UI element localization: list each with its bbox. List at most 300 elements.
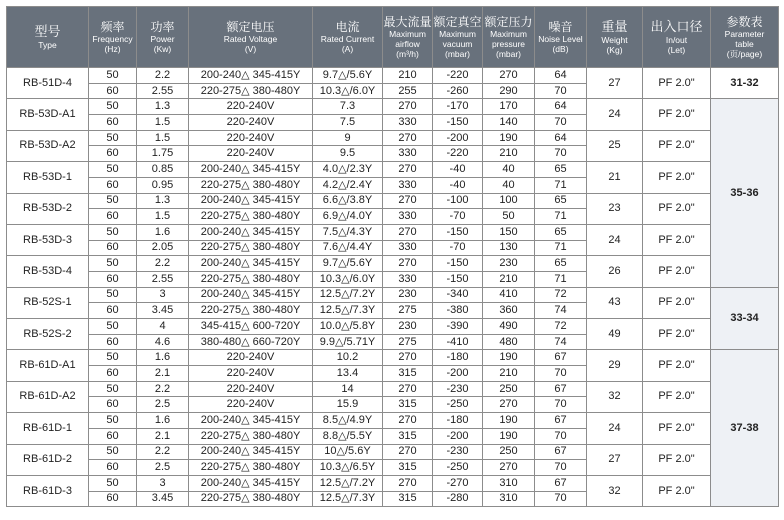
current-cell: 9.5	[313, 146, 383, 162]
model-type-cell: RB-61D-1	[7, 413, 89, 444]
voltage-cell: 220-275△ 380-480Y	[189, 460, 313, 476]
current-cell: 12.5△/7.2Y	[313, 475, 383, 491]
voltage-cell: 220-240V	[189, 350, 313, 366]
vacuum-cell: -150	[433, 115, 483, 131]
noise-cell: 72	[535, 287, 587, 303]
weight-cell: 49	[587, 319, 643, 350]
in-out-cell: PF 2.0"	[643, 475, 711, 506]
current-cell: 7.5△/4.3Y	[313, 224, 383, 240]
header-row	[7, 7, 779, 68]
current-cell: 9	[313, 130, 383, 146]
in-out-cell: PF 2.0"	[643, 256, 711, 287]
frequency-cell: 60	[89, 303, 137, 319]
pressure-cell: 310	[483, 491, 535, 507]
in-out-cell: PF 2.0"	[643, 193, 711, 224]
model-type-cell: RB-53D-2	[7, 193, 89, 224]
weight-cell: 29	[587, 350, 643, 381]
pressure-cell: 150	[483, 224, 535, 240]
voltage-cell: 220-240V	[189, 366, 313, 382]
power-cell: 1.75	[137, 146, 189, 162]
power-cell: 2.55	[137, 83, 189, 99]
airflow-cell: 330	[383, 177, 433, 193]
voltage-cell: 220-240V	[189, 381, 313, 397]
power-cell: 1.6	[137, 350, 189, 366]
model-type-cell: RB-53D-A1	[7, 99, 89, 130]
current-cell: 9.9△/5.71Y	[313, 334, 383, 350]
vacuum-cell: -270	[433, 475, 483, 491]
model-type-cell: RB-61D-3	[7, 475, 89, 506]
voltage-cell: 220-240V	[189, 115, 313, 131]
current-cell: 13.4	[313, 366, 383, 382]
parameter-page-cell: 31-32	[711, 68, 779, 99]
pressure-cell: 210	[483, 271, 535, 287]
header-type: 型号 Type	[7, 7, 89, 68]
header-max-airflow: 最大流量 Maximum airflow (m³/h)	[383, 7, 433, 68]
airflow-cell: 315	[383, 491, 433, 507]
vacuum-cell: -200	[433, 366, 483, 382]
power-cell: 2.1	[137, 428, 189, 444]
frequency-cell: 50	[89, 193, 137, 209]
noise-cell: 65	[535, 193, 587, 209]
noise-cell: 71	[535, 271, 587, 287]
current-cell: 10△/5.6Y	[313, 444, 383, 460]
table-row	[7, 68, 779, 84]
pressure-cell: 410	[483, 287, 535, 303]
vacuum-cell: -70	[433, 240, 483, 256]
voltage-cell: 200-240△ 345-415Y	[189, 68, 313, 84]
pressure-cell: 40	[483, 177, 535, 193]
vacuum-cell: -70	[433, 209, 483, 225]
pressure-cell: 210	[483, 146, 535, 162]
current-cell: 12.5△/7.3Y	[313, 303, 383, 319]
airflow-cell: 270	[383, 256, 433, 272]
in-out-cell: PF 2.0"	[643, 444, 711, 475]
voltage-cell: 220-240V	[189, 397, 313, 413]
table-row	[7, 162, 779, 178]
current-cell: 8.5△/4.9Y	[313, 413, 383, 429]
voltage-cell: 200-240△ 345-415Y	[189, 224, 313, 240]
frequency-cell: 60	[89, 397, 137, 413]
voltage-cell: 220-275△ 380-480Y	[189, 177, 313, 193]
airflow-cell: 270	[383, 224, 433, 240]
pressure-cell: 140	[483, 115, 535, 131]
power-cell: 3.45	[137, 303, 189, 319]
power-cell: 2.5	[137, 460, 189, 476]
noise-cell: 74	[535, 334, 587, 350]
frequency-cell: 50	[89, 224, 137, 240]
frequency-cell: 50	[89, 99, 137, 115]
noise-cell: 70	[535, 146, 587, 162]
voltage-cell: 200-240△ 345-415Y	[189, 193, 313, 209]
spec-table-body	[7, 68, 779, 507]
airflow-cell: 270	[383, 162, 433, 178]
power-cell: 2.5	[137, 397, 189, 413]
weight-cell: 24	[587, 99, 643, 130]
vacuum-cell: -260	[433, 83, 483, 99]
frequency-cell: 50	[89, 475, 137, 491]
vacuum-cell: -380	[433, 303, 483, 319]
airflow-cell: 270	[383, 99, 433, 115]
pressure-cell: 480	[483, 334, 535, 350]
current-cell: 7.5	[313, 115, 383, 131]
frequency-cell: 60	[89, 366, 137, 382]
airflow-cell: 330	[383, 146, 433, 162]
noise-cell: 71	[535, 240, 587, 256]
vacuum-cell: -40	[433, 162, 483, 178]
current-cell: 7.3	[313, 99, 383, 115]
airflow-cell: 315	[383, 397, 433, 413]
frequency-cell: 60	[89, 115, 137, 131]
pressure-cell: 190	[483, 350, 535, 366]
current-cell: 8.8△/5.5Y	[313, 428, 383, 444]
weight-cell: 24	[587, 413, 643, 444]
noise-cell: 70	[535, 428, 587, 444]
in-out-cell: PF 2.0"	[643, 287, 711, 318]
header-power: 功率 Power (Kw)	[137, 7, 189, 68]
weight-cell: 23	[587, 193, 643, 224]
model-type-cell: RB-61D-A2	[7, 381, 89, 412]
voltage-cell: 220-275△ 380-480Y	[189, 491, 313, 507]
weight-cell: 26	[587, 256, 643, 287]
spec-table	[6, 6, 779, 507]
weight-cell: 21	[587, 162, 643, 193]
power-cell: 4	[137, 319, 189, 335]
power-cell: 1.5	[137, 209, 189, 225]
power-cell: 1.5	[137, 130, 189, 146]
airflow-cell: 330	[383, 271, 433, 287]
current-cell: 9.7△/5.6Y	[313, 256, 383, 272]
in-out-cell: PF 2.0"	[643, 413, 711, 444]
voltage-cell: 200-240△ 345-415Y	[189, 413, 313, 429]
voltage-cell: 220-275△ 380-480Y	[189, 303, 313, 319]
weight-cell: 25	[587, 130, 643, 161]
power-cell: 2.05	[137, 240, 189, 256]
parameter-page-cell: 33-34	[711, 287, 779, 350]
airflow-cell: 270	[383, 444, 433, 460]
frequency-cell: 60	[89, 460, 137, 476]
airflow-cell: 315	[383, 366, 433, 382]
model-type-cell: RB-51D-4	[7, 68, 89, 99]
power-cell: 3	[137, 287, 189, 303]
power-cell: 3	[137, 475, 189, 491]
weight-cell: 24	[587, 224, 643, 255]
vacuum-cell: -170	[433, 99, 483, 115]
noise-cell: 67	[535, 475, 587, 491]
in-out-cell: PF 2.0"	[643, 350, 711, 381]
noise-cell: 70	[535, 83, 587, 99]
airflow-cell: 330	[383, 209, 433, 225]
voltage-cell: 200-240△ 345-415Y	[189, 162, 313, 178]
pressure-cell: 40	[483, 162, 535, 178]
vacuum-cell: -280	[433, 491, 483, 507]
header-noise-level: 噪音 Noise Level (dB)	[535, 7, 587, 68]
current-cell: 12.5△/7.3Y	[313, 491, 383, 507]
in-out-cell: PF 2.0"	[643, 319, 711, 350]
vacuum-cell: -180	[433, 350, 483, 366]
frequency-cell: 60	[89, 83, 137, 99]
power-cell: 2.2	[137, 381, 189, 397]
noise-cell: 65	[535, 162, 587, 178]
current-cell: 4.0△/2.3Y	[313, 162, 383, 178]
airflow-cell: 270	[383, 381, 433, 397]
power-cell: 3.45	[137, 491, 189, 507]
vacuum-cell: -200	[433, 130, 483, 146]
table-row	[7, 444, 779, 460]
current-cell: 14	[313, 381, 383, 397]
airflow-cell: 270	[383, 193, 433, 209]
power-cell: 2.55	[137, 271, 189, 287]
frequency-cell: 50	[89, 287, 137, 303]
airflow-cell: 210	[383, 68, 433, 84]
voltage-cell: 220-240V	[189, 130, 313, 146]
in-out-cell: PF 2.0"	[643, 162, 711, 193]
voltage-cell: 200-240△ 345-415Y	[189, 475, 313, 491]
vacuum-cell: -340	[433, 287, 483, 303]
voltage-cell: 200-240△ 345-415Y	[189, 444, 313, 460]
current-cell: 6.6△/3.8Y	[313, 193, 383, 209]
noise-cell: 64	[535, 99, 587, 115]
power-cell: 1.6	[137, 224, 189, 240]
weight-cell: 43	[587, 287, 643, 318]
airflow-cell: 330	[383, 240, 433, 256]
noise-cell: 67	[535, 350, 587, 366]
noise-cell: 64	[535, 130, 587, 146]
power-cell: 2.1	[137, 366, 189, 382]
noise-cell: 64	[535, 68, 587, 84]
noise-cell: 71	[535, 209, 587, 225]
model-type-cell: RB-52S-1	[7, 287, 89, 318]
power-cell: 2.2	[137, 256, 189, 272]
table-row	[7, 319, 779, 335]
table-row	[7, 413, 779, 429]
vacuum-cell: -230	[433, 444, 483, 460]
vacuum-cell: -200	[433, 428, 483, 444]
current-cell: 6.9△/4.0Y	[313, 209, 383, 225]
vacuum-cell: -220	[433, 146, 483, 162]
frequency-cell: 50	[89, 130, 137, 146]
pressure-cell: 190	[483, 428, 535, 444]
vacuum-cell: -410	[433, 334, 483, 350]
vacuum-cell: -230	[433, 381, 483, 397]
frequency-cell: 60	[89, 271, 137, 287]
model-type-cell: RB-53D-1	[7, 162, 89, 193]
vacuum-cell: -180	[433, 413, 483, 429]
voltage-cell: 200-240△ 345-415Y	[189, 287, 313, 303]
frequency-cell: 60	[89, 240, 137, 256]
voltage-cell: 200-240△ 345-415Y	[189, 256, 313, 272]
table-row	[7, 99, 779, 115]
frequency-cell: 60	[89, 177, 137, 193]
voltage-cell: 380-480△ 660-720Y	[189, 334, 313, 350]
noise-cell: 70	[535, 115, 587, 131]
header-max-pressure: 额定压力 Maximum pressure (mbar)	[483, 7, 535, 68]
power-cell: 2.2	[137, 444, 189, 460]
parameter-page-cell: 37-38	[711, 350, 779, 507]
voltage-cell: 220-275△ 380-480Y	[189, 83, 313, 99]
table-row	[7, 350, 779, 366]
table-row	[7, 224, 779, 240]
pressure-cell: 310	[483, 475, 535, 491]
vacuum-cell: -250	[433, 397, 483, 413]
power-cell: 0.95	[137, 177, 189, 193]
pressure-cell: 250	[483, 381, 535, 397]
header-weight: 重量 Weight (Kg)	[587, 7, 643, 68]
noise-cell: 71	[535, 177, 587, 193]
pressure-cell: 230	[483, 256, 535, 272]
pressure-cell: 50	[483, 209, 535, 225]
weight-cell: 32	[587, 475, 643, 506]
frequency-cell: 50	[89, 319, 137, 335]
parameter-page-cell: 35-36	[711, 99, 779, 287]
table-row	[7, 287, 779, 303]
frequency-cell: 50	[89, 162, 137, 178]
model-type-cell: RB-53D-A2	[7, 130, 89, 161]
airflow-cell: 270	[383, 413, 433, 429]
power-cell: 0.85	[137, 162, 189, 178]
airflow-cell: 255	[383, 83, 433, 99]
current-cell: 15.9	[313, 397, 383, 413]
airflow-cell: 315	[383, 428, 433, 444]
current-cell: 7.6△/4.4Y	[313, 240, 383, 256]
in-out-cell: PF 2.0"	[643, 224, 711, 255]
frequency-cell: 50	[89, 350, 137, 366]
noise-cell: 65	[535, 256, 587, 272]
current-cell: 4.2△/2.4Y	[313, 177, 383, 193]
current-cell: 10.3△/6.0Y	[313, 83, 383, 99]
spec-table-container	[6, 6, 779, 507]
pressure-cell: 360	[483, 303, 535, 319]
frequency-cell: 60	[89, 146, 137, 162]
airflow-cell: 270	[383, 130, 433, 146]
airflow-cell: 275	[383, 334, 433, 350]
noise-cell: 70	[535, 460, 587, 476]
in-out-cell: PF 2.0"	[643, 99, 711, 130]
noise-cell: 74	[535, 303, 587, 319]
header-frequency: 频率 Frequency (Hz)	[89, 7, 137, 68]
vacuum-cell: -150	[433, 256, 483, 272]
noise-cell: 70	[535, 366, 587, 382]
pressure-cell: 170	[483, 99, 535, 115]
airflow-cell: 270	[383, 475, 433, 491]
model-type-cell: RB-61D-A1	[7, 350, 89, 381]
table-row	[7, 193, 779, 209]
header-rated-current: 电流 Rated Current (A)	[313, 7, 383, 68]
power-cell: 4.6	[137, 334, 189, 350]
weight-cell: 27	[587, 68, 643, 99]
power-cell: 1.6	[137, 413, 189, 429]
pressure-cell: 190	[483, 413, 535, 429]
table-row	[7, 381, 779, 397]
airflow-cell: 330	[383, 115, 433, 131]
frequency-cell: 60	[89, 209, 137, 225]
vacuum-cell: -220	[433, 68, 483, 84]
in-out-cell: PF 2.0"	[643, 381, 711, 412]
vacuum-cell: -250	[433, 460, 483, 476]
voltage-cell: 220-240V	[189, 99, 313, 115]
pressure-cell: 190	[483, 130, 535, 146]
voltage-cell: 220-275△ 380-480Y	[189, 240, 313, 256]
power-cell: 1.3	[137, 99, 189, 115]
noise-cell: 70	[535, 491, 587, 507]
current-cell: 9.7△/5.6Y	[313, 68, 383, 84]
vacuum-cell: -100	[433, 193, 483, 209]
pressure-cell: 210	[483, 366, 535, 382]
airflow-cell: 230	[383, 287, 433, 303]
pressure-cell: 130	[483, 240, 535, 256]
voltage-cell: 220-275△ 380-480Y	[189, 271, 313, 287]
model-type-cell: RB-52S-2	[7, 319, 89, 350]
header-rated-voltage: 额定电压 Rated Voltage (V)	[189, 7, 313, 68]
frequency-cell: 50	[89, 444, 137, 460]
frequency-cell: 50	[89, 381, 137, 397]
frequency-cell: 50	[89, 68, 137, 84]
weight-cell: 32	[587, 381, 643, 412]
power-cell: 1.5	[137, 115, 189, 131]
current-cell: 10.3△/6.5Y	[313, 460, 383, 476]
power-cell: 2.2	[137, 68, 189, 84]
current-cell: 10.2	[313, 350, 383, 366]
airflow-cell: 275	[383, 303, 433, 319]
in-out-cell: PF 2.0"	[643, 130, 711, 161]
frequency-cell: 60	[89, 491, 137, 507]
power-cell: 1.3	[137, 193, 189, 209]
pressure-cell: 270	[483, 460, 535, 476]
noise-cell: 67	[535, 413, 587, 429]
pressure-cell: 290	[483, 83, 535, 99]
vacuum-cell: -150	[433, 224, 483, 240]
in-out-cell: PF 2.0"	[643, 68, 711, 99]
voltage-cell: 220-275△ 380-480Y	[189, 209, 313, 225]
table-row	[7, 256, 779, 272]
model-type-cell: RB-53D-3	[7, 224, 89, 255]
voltage-cell: 345-415△ 600-720Y	[189, 319, 313, 335]
header-parameter-table: 参数表 Parameter table (页/page)	[711, 7, 779, 68]
noise-cell: 65	[535, 224, 587, 240]
current-cell: 10.3△/6.0Y	[313, 271, 383, 287]
noise-cell: 67	[535, 381, 587, 397]
current-cell: 10.0△/5.8Y	[313, 319, 383, 335]
pressure-cell: 250	[483, 444, 535, 460]
pressure-cell: 270	[483, 397, 535, 413]
pressure-cell: 270	[483, 68, 535, 84]
voltage-cell: 220-240V	[189, 146, 313, 162]
current-cell: 12.5△/7.2Y	[313, 287, 383, 303]
pressure-cell: 100	[483, 193, 535, 209]
airflow-cell: 270	[383, 350, 433, 366]
voltage-cell: 220-275△ 380-480Y	[189, 428, 313, 444]
frequency-cell: 50	[89, 256, 137, 272]
header-max-vacuum: 额定真空 Maximum vacuum (mbar)	[433, 7, 483, 68]
model-type-cell: RB-61D-2	[7, 444, 89, 475]
weight-cell: 27	[587, 444, 643, 475]
airflow-cell: 230	[383, 319, 433, 335]
vacuum-cell: -390	[433, 319, 483, 335]
header-in-out: 出入口径 In/out (Let)	[643, 7, 711, 68]
vacuum-cell: -40	[433, 177, 483, 193]
frequency-cell: 60	[89, 428, 137, 444]
noise-cell: 72	[535, 319, 587, 335]
airflow-cell: 315	[383, 460, 433, 476]
noise-cell: 67	[535, 444, 587, 460]
table-row	[7, 475, 779, 491]
noise-cell: 70	[535, 397, 587, 413]
model-type-cell: RB-53D-4	[7, 256, 89, 287]
table-row	[7, 130, 779, 146]
frequency-cell: 50	[89, 413, 137, 429]
vacuum-cell: -150	[433, 271, 483, 287]
frequency-cell: 60	[89, 334, 137, 350]
pressure-cell: 490	[483, 319, 535, 335]
